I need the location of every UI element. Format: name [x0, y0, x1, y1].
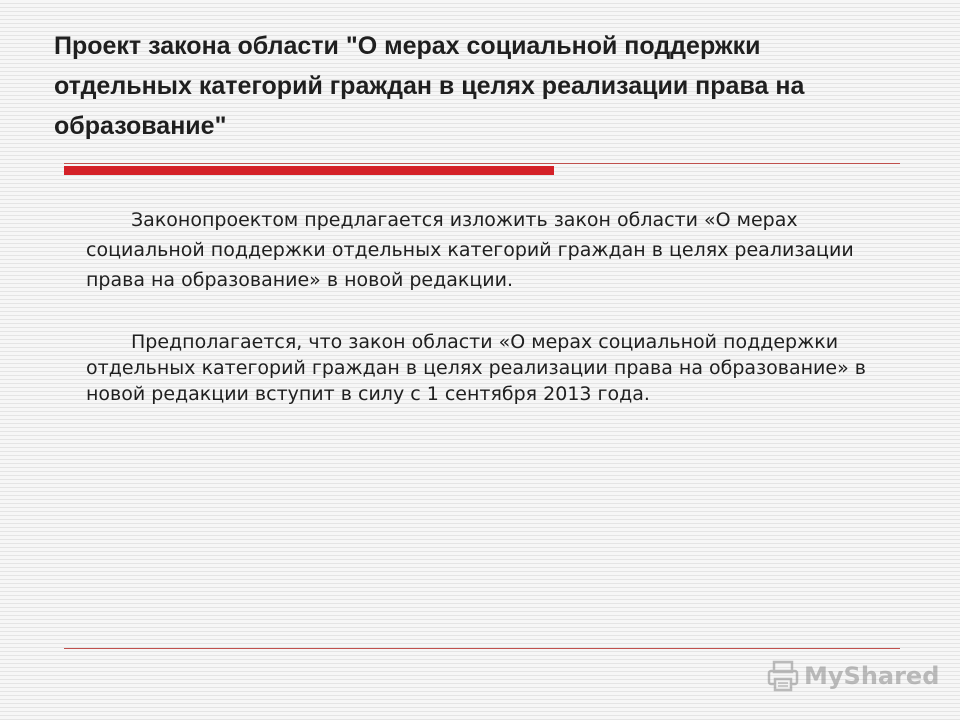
slide-body: [86, 205, 886, 441]
myshared-watermark: [766, 656, 939, 696]
watermark-text: MyShared: [804, 662, 940, 690]
top-thin-divider: [64, 163, 900, 164]
printer-logo-icon: [766, 659, 800, 693]
paragraph-draft-proposal: Законопроектом предлагается изложить закон области «О мерах социальной поддержки отдельных категорий граждан в целях реализации права на образование» в новой редакции.: [86, 209, 854, 291]
paragraph-effective-date: Предполагается, что закон области «О мерах социальной поддержки отдельных категорий граждан в целях реализации права на образование» в новой редакции вступит в силу с 1 сентября 2013 года.: [86, 331, 866, 405]
top-accent-bar: [64, 166, 554, 175]
slide-title: Проект закона области "О мерах социальной поддержки отдельных категорий граждан в целях реализации права на образование": [54, 32, 805, 140]
bottom-thin-divider: [64, 648, 900, 649]
